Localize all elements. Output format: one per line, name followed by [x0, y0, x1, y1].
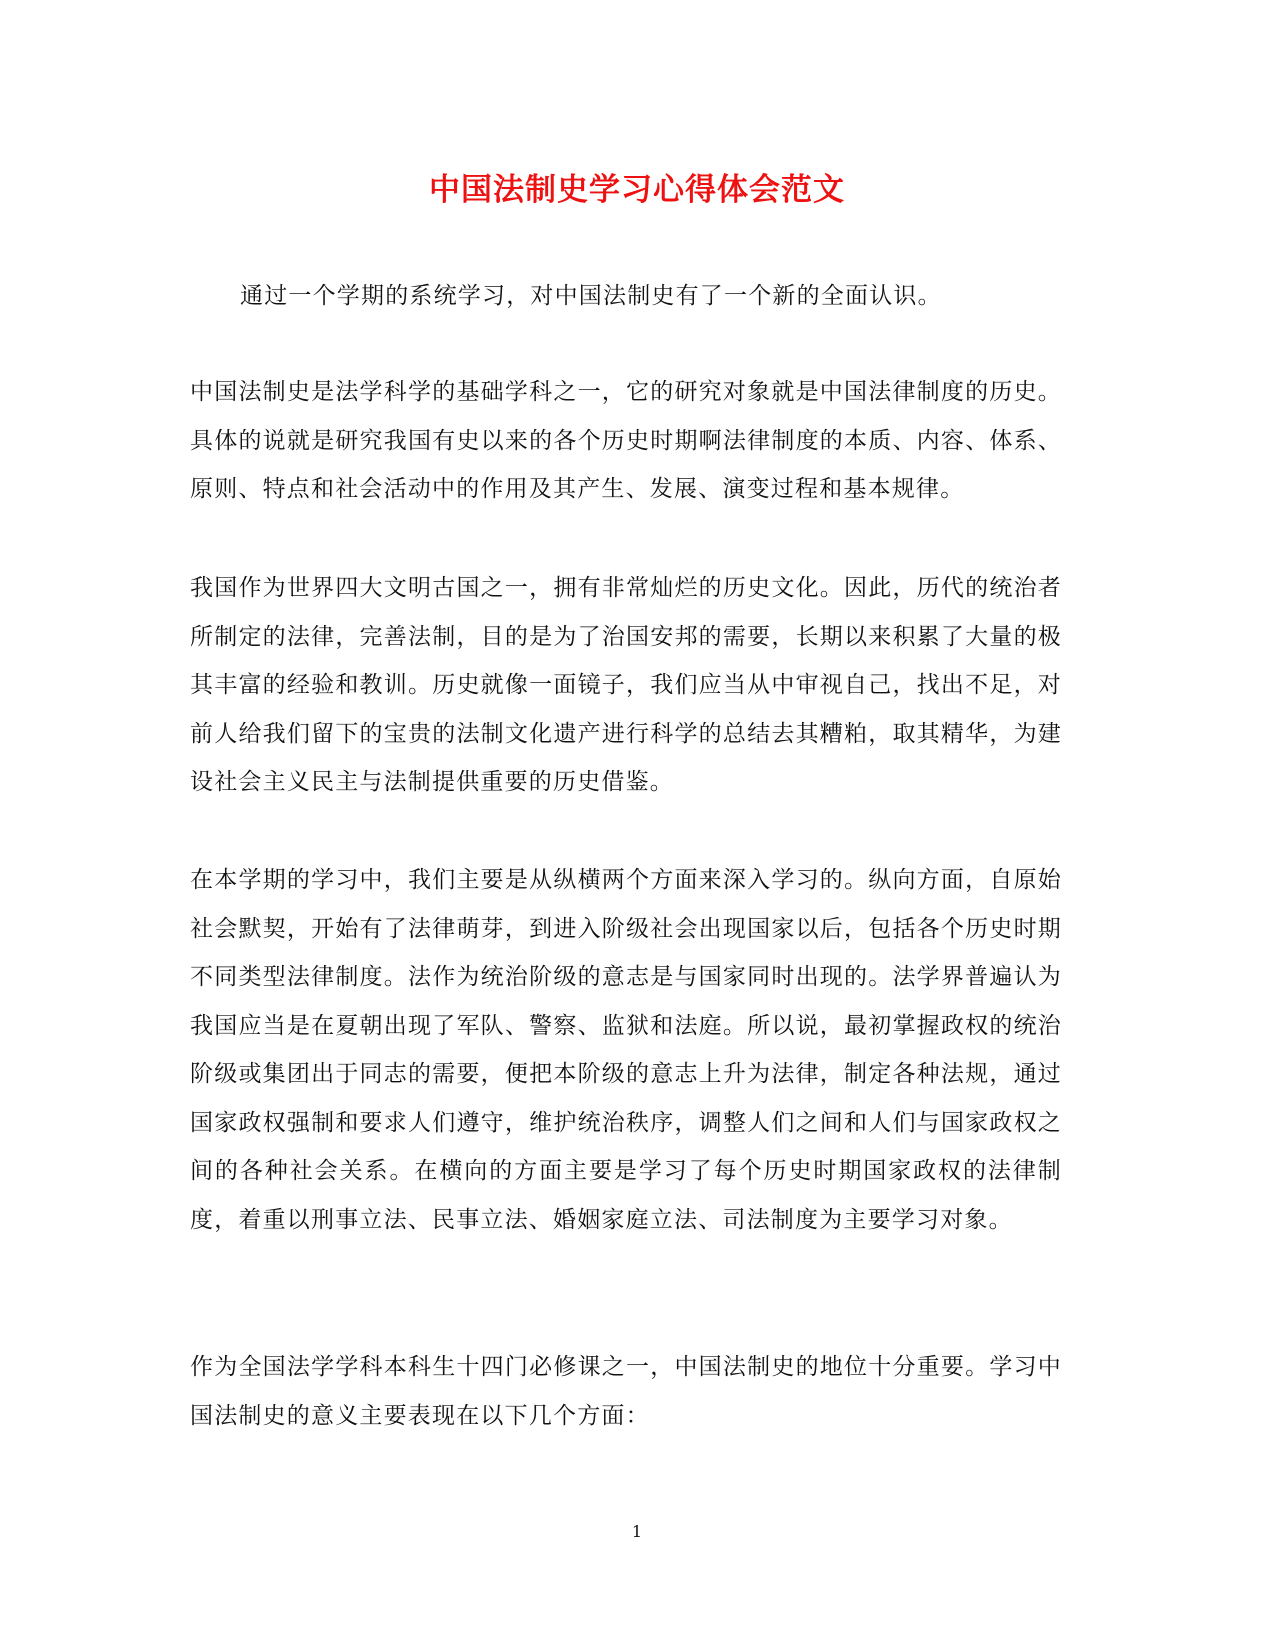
- paragraph-history: 我国作为世界四大文明古国之一，拥有非常灿烂的历史文化。因此，历代的统治者所制定的法律，完善法制，目的是为了治国安邦的需要，长期以来积累了大量的极其丰富的经验和教训。历史就像一面镜子，我们应当从中审视自己，找出不足，对前人给我们留下的宝贵的法制文化遗产进行科学的总结去其糟粕，取其精华，为建设社会主义民主与法制提供重要的历史借鉴。: [190, 575, 1062, 795]
- paragraph-intro: 通过一个学期的系统学习，对中国法制史有了一个新的全面认识。: [240, 283, 942, 309]
- document-title: 中国法制史学习心得体会范文: [429, 172, 845, 208]
- paragraph-definition: 中国法制史是法学科学的基础学科之一，它的研究对象就是中国法律制度的历史。具体的说就是研究我国有史以来的各个历史时期啊法律制度的本质、内容、体系、原则、特点和社会活动中的作用及其产生、发展、演变过程和基本规律。: [190, 379, 1062, 502]
- paragraph-significance: 作为全国法学学科本科生十四门必修课之一，中国法制史的地位十分重要。学习中国法制史的意义主要表现在以下几个方面：: [190, 1354, 1062, 1429]
- page-number: 1: [631, 1522, 643, 1541]
- paragraph-study-method: 在本学期的学习中，我们主要是从纵横两个方面来深入学习的。纵向方面，自原始社会默契，开始有了法律萌芽，到进入阶级社会出现国家以后，包括各个历史时期不同类型法律制度。法作为统治阶级的意志是与国家同时出现的。法学界普遍认为我国应当是在夏朝出现了军队、警察、监狱和法庭。所以说，最初掌握政权的统治阶级或集团出于同志的需要，便把本阶级的意志上升为法律，制定各种法规，通过国家政权强制和要求人们遵守，维护统治秩序，调整人们之间和人们与国家政权之间的各种社会关系。在横向的方面主要是学习了每个历史时期国家政权的法律制度，着重以刑事立法、民事立法、婚姻家庭立法、司法制度为主要学习对象。: [190, 867, 1062, 1233]
